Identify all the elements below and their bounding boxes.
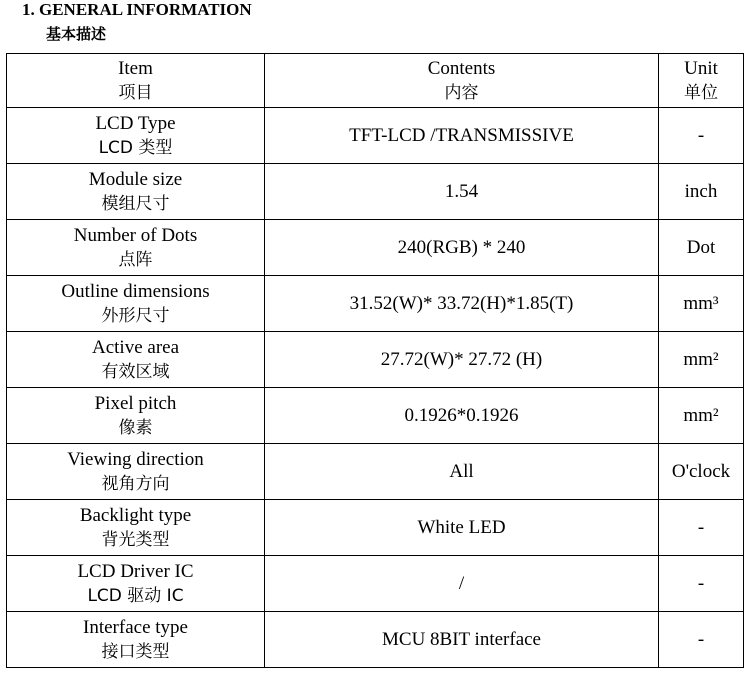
content-cell: 27.72(W)* 27.72 (H)	[265, 332, 659, 388]
table-row	[7, 332, 744, 388]
item-name-en: Interface type	[83, 616, 188, 638]
table-row	[7, 556, 744, 612]
header-item	[7, 54, 265, 108]
item-cell	[7, 276, 265, 332]
content-cell: White LED	[265, 500, 659, 556]
unit-cell: Dot	[659, 220, 744, 276]
item-name-en: Number of Dots	[73, 224, 198, 246]
unit-cell: inch	[659, 164, 744, 220]
header-unit	[659, 54, 744, 108]
table-row	[7, 388, 744, 444]
unit-cell: mm²	[659, 388, 744, 444]
content-cell: TFT-LCD /TRANSMISSIVE	[265, 108, 659, 164]
unit-cell: -	[659, 500, 744, 556]
item-name-zh: 有效区域	[101, 361, 170, 382]
content-cell: All	[265, 444, 659, 500]
table-row	[7, 500, 744, 556]
header-unit-en: Unit	[684, 57, 718, 79]
table-row	[7, 612, 744, 668]
table-row	[7, 276, 744, 332]
item-name-zh: LCD 驱动 IC	[87, 585, 184, 606]
item-name-en: LCD Type	[95, 112, 176, 134]
item-cell	[7, 556, 265, 612]
item-name-en: Module size	[88, 168, 183, 190]
item-name-zh: 点阵	[118, 249, 153, 270]
unit-cell: mm²	[659, 332, 744, 388]
unit-cell: -	[659, 556, 744, 612]
item-cell	[7, 444, 265, 500]
item-name-zh: 视角方向	[101, 473, 170, 494]
header-contents	[265, 54, 659, 108]
table-row	[7, 108, 744, 164]
item-cell	[7, 332, 265, 388]
unit-cell: -	[659, 108, 744, 164]
content-cell: 1.54	[265, 164, 659, 220]
item-name-en: Viewing direction	[67, 448, 204, 470]
item-name-zh: LCD 类型	[98, 137, 173, 158]
table-row	[7, 220, 744, 276]
item-cell	[7, 388, 265, 444]
item-name-zh: 像素	[118, 417, 153, 438]
section-subheading: 基本描述	[46, 25, 107, 43]
header-item-zh: 项目	[118, 82, 153, 103]
item-name-zh: 背光类型	[101, 529, 170, 550]
item-name-zh: 接口类型	[101, 641, 170, 662]
content-cell: /	[265, 556, 659, 612]
content-cell: 240(RGB) * 240	[265, 220, 659, 276]
item-cell	[7, 612, 265, 668]
item-name-zh: 外形尺寸	[101, 305, 170, 326]
item-name-en: Backlight type	[79, 504, 192, 526]
unit-cell: -	[659, 612, 744, 668]
item-cell	[7, 220, 265, 276]
item-cell	[7, 108, 265, 164]
header-item-en: Item	[118, 57, 153, 79]
header-contents-en: Contents	[427, 57, 496, 79]
content-cell: 0.1926*0.1926	[265, 388, 659, 444]
item-name-en: Outline dimensions	[61, 280, 210, 302]
item-name-zh: 模组尺寸	[101, 193, 170, 214]
table-row	[7, 164, 744, 220]
header-unit-zh: 单位	[684, 82, 718, 103]
unit-cell: mm³	[659, 276, 744, 332]
content-cell: 31.52(W)* 33.72(H)*1.85(T)	[265, 276, 659, 332]
unit-cell: O'clock	[659, 444, 744, 500]
header-contents-zh: 内容	[444, 82, 479, 103]
item-cell	[7, 164, 265, 220]
general-info-table	[6, 53, 744, 668]
item-name-en: Pixel pitch	[94, 392, 177, 414]
content-cell: MCU 8BIT interface	[265, 612, 659, 668]
item-name-en: Active area	[91, 336, 180, 358]
table-header-row	[7, 54, 744, 108]
table-body	[7, 108, 744, 668]
table-row	[7, 444, 744, 500]
item-name-en: LCD Driver IC	[77, 560, 194, 582]
section-heading: 1. GENERAL INFORMATION	[22, 0, 252, 19]
item-cell	[7, 500, 265, 556]
